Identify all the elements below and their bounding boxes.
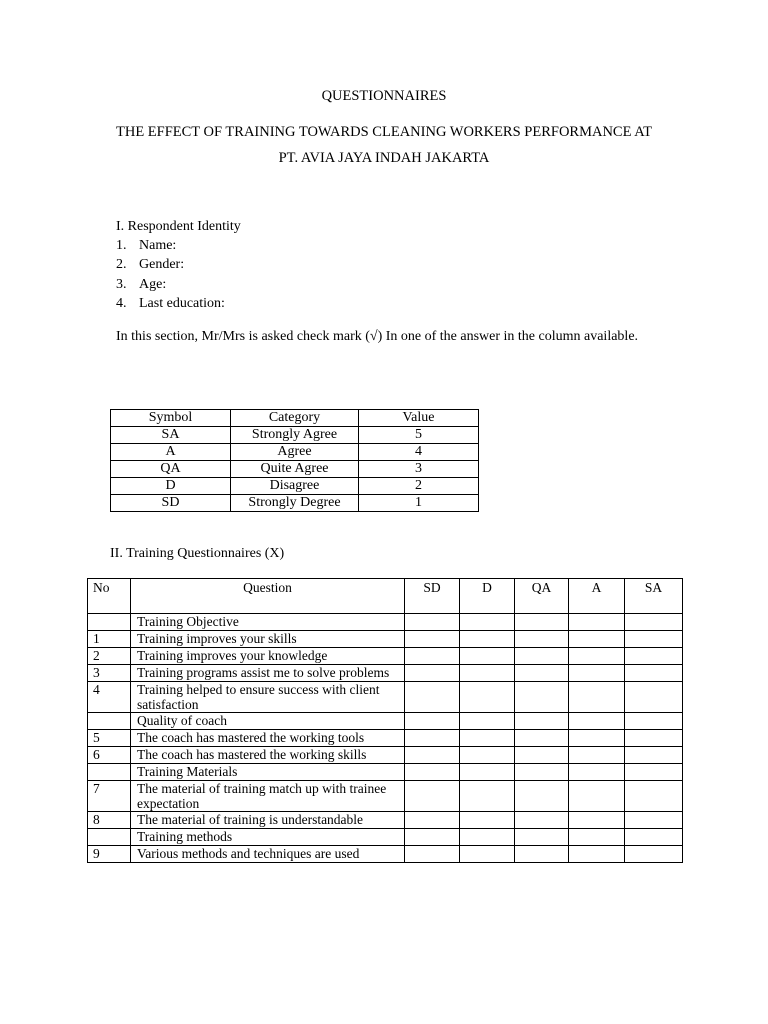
legend-value: 3 <box>359 461 479 478</box>
scale-legend-table <box>110 409 479 512</box>
question-text: Training improves your skills <box>131 631 405 648</box>
answer-cell-sa[interactable] <box>625 846 683 863</box>
legend-category: Quite Agree <box>231 461 359 478</box>
legend-row <box>111 444 479 461</box>
answer-cell-a <box>569 829 625 846</box>
answer-cell-qa[interactable] <box>515 631 569 648</box>
answer-cell-d[interactable] <box>460 665 515 682</box>
answer-cell-d[interactable] <box>460 812 515 829</box>
answer-cell-sa <box>625 713 683 730</box>
legend-category: Disagree <box>231 478 359 495</box>
question-number: 5 <box>88 730 131 747</box>
legend-symbol: SA <box>111 427 231 444</box>
legend-category: Strongly Degree <box>231 495 359 512</box>
legend-value: 1 <box>359 495 479 512</box>
answer-cell-sa[interactable] <box>625 781 683 812</box>
document-title-line-1: THE EFFECT OF TRAINING TOWARDS CLEANING WORKERS PERFORMANCE AT <box>115 124 653 140</box>
question-number <box>88 614 131 631</box>
question-text: Training improves your knowledge <box>131 648 405 665</box>
identity-item-name <box>116 238 176 254</box>
section-row <box>88 764 683 781</box>
answer-cell-sd[interactable] <box>405 781 460 812</box>
legend-value: 5 <box>359 427 479 444</box>
legend-symbol: D <box>111 478 231 495</box>
legend-value: 2 <box>359 478 479 495</box>
identity-item-label: Name: <box>139 238 177 253</box>
questions-table-body <box>88 614 683 863</box>
answer-cell-d[interactable] <box>460 846 515 863</box>
answer-cell-a[interactable] <box>569 648 625 665</box>
question-text: The material of training is understandable <box>131 812 405 829</box>
answer-cell-sa <box>625 829 683 846</box>
answer-cell-d <box>460 614 515 631</box>
answer-cell-qa <box>515 614 569 631</box>
answer-cell-d <box>460 713 515 730</box>
header-sa: SA <box>625 579 683 614</box>
question-row <box>88 665 683 682</box>
training-questions-table <box>87 578 683 863</box>
question-number: 7 <box>88 781 131 812</box>
legend-header-category: Category <box>231 410 359 427</box>
answer-cell-sd <box>405 713 460 730</box>
question-number <box>88 764 131 781</box>
section-title: Quality of coach <box>131 713 405 730</box>
legend-header-row <box>111 410 479 427</box>
answer-cell-qa <box>515 713 569 730</box>
answer-cell-d[interactable] <box>460 682 515 713</box>
answer-cell-sa[interactable] <box>625 812 683 829</box>
legend-header-value: Value <box>359 410 479 427</box>
document-title-line-2: PT. AVIA JAYA INDAH JAKARTA <box>278 150 490 166</box>
question-row <box>88 747 683 764</box>
question-row <box>88 682 683 713</box>
question-row <box>88 812 683 829</box>
answer-cell-qa[interactable] <box>515 682 569 713</box>
answer-cell-sd[interactable] <box>405 631 460 648</box>
answer-cell-sa[interactable] <box>625 631 683 648</box>
answer-cell-qa[interactable] <box>515 730 569 747</box>
answer-cell-sd <box>405 614 460 631</box>
identity-item-education <box>116 296 225 312</box>
question-number: 9 <box>88 846 131 863</box>
answer-cell-a <box>569 764 625 781</box>
header-qa: QA <box>515 579 569 614</box>
legend-value: 4 <box>359 444 479 461</box>
legend-category: Agree <box>231 444 359 461</box>
answer-cell-d <box>460 764 515 781</box>
respondent-identity-heading: I. Respondent Identity <box>116 219 241 234</box>
answer-cell-a[interactable] <box>569 781 625 812</box>
questionnaire-heading: QUESTIONNAIRES <box>321 88 447 104</box>
answer-cell-a[interactable] <box>569 747 625 764</box>
answer-cell-sa[interactable] <box>625 648 683 665</box>
questions-header-row <box>88 579 683 614</box>
answer-cell-d[interactable] <box>460 747 515 764</box>
question-text: The coach has mastered the working tools <box>131 730 405 747</box>
answer-cell-sd[interactable] <box>405 648 460 665</box>
legend-row <box>111 478 479 495</box>
answer-cell-a[interactable] <box>569 682 625 713</box>
question-number: 1 <box>88 631 131 648</box>
legend-row <box>111 461 479 478</box>
legend-category: Strongly Agree <box>231 427 359 444</box>
question-number: 6 <box>88 747 131 764</box>
question-number: 4 <box>88 682 131 713</box>
legend-symbol: SD <box>111 495 231 512</box>
answer-cell-qa[interactable] <box>515 648 569 665</box>
section-row <box>88 614 683 631</box>
identity-item-age <box>116 277 166 293</box>
answer-cell-sd[interactable] <box>405 747 460 764</box>
answer-cell-d <box>460 829 515 846</box>
question-number: 8 <box>88 812 131 829</box>
answer-cell-sd[interactable] <box>405 812 460 829</box>
question-row <box>88 846 683 863</box>
question-row <box>88 730 683 747</box>
answer-cell-a <box>569 614 625 631</box>
answer-cell-qa[interactable] <box>515 781 569 812</box>
identity-item-label: Age: <box>139 277 167 292</box>
answer-cell-sd[interactable] <box>405 682 460 713</box>
answer-cell-d[interactable] <box>460 648 515 665</box>
legend-row <box>111 427 479 444</box>
identity-item-number: 2. <box>116 257 127 272</box>
question-number <box>88 829 131 846</box>
answer-cell-qa[interactable] <box>515 812 569 829</box>
header-a: A <box>569 579 625 614</box>
identity-item-number: 1. <box>116 238 127 253</box>
header-d: D <box>460 579 515 614</box>
answer-cell-qa[interactable] <box>515 665 569 682</box>
legend-symbol: QA <box>111 461 231 478</box>
answer-cell-d[interactable] <box>460 631 515 648</box>
answer-cell-a[interactable] <box>569 846 625 863</box>
header-question: Question <box>131 579 405 614</box>
question-text: Various methods and techniques are used <box>131 846 405 863</box>
identity-item-label: Last education: <box>139 296 225 311</box>
answer-cell-qa[interactable] <box>515 747 569 764</box>
question-row <box>88 648 683 665</box>
header-sd: SD <box>405 579 460 614</box>
training-questionnaire-heading: II. Training Questionnaires (X) <box>110 546 285 561</box>
answer-cell-sa[interactable] <box>625 730 683 747</box>
identity-item-number: 3. <box>116 277 127 292</box>
answer-cell-sd[interactable] <box>405 846 460 863</box>
header-no: No <box>88 579 131 614</box>
identity-item-gender <box>116 257 184 273</box>
answer-cell-qa <box>515 829 569 846</box>
answer-cell-sd[interactable] <box>405 730 460 747</box>
question-number <box>88 713 131 730</box>
question-text: Training helped to ensure success with client satisfaction <box>131 682 405 713</box>
answer-cell-a <box>569 713 625 730</box>
answer-cell-sa[interactable] <box>625 682 683 713</box>
answer-cell-qa <box>515 764 569 781</box>
answer-cell-a[interactable] <box>569 631 625 648</box>
answer-cell-a[interactable] <box>569 812 625 829</box>
section-row <box>88 829 683 846</box>
identity-item-number: 4. <box>116 296 127 311</box>
question-number: 2 <box>88 648 131 665</box>
answer-cell-sd <box>405 829 460 846</box>
answer-cell-qa[interactable] <box>515 846 569 863</box>
legend-symbol: A <box>111 444 231 461</box>
instruction-text: In this section, Mr/Mrs is asked check mark (√) In one of the answer in the column available. <box>116 329 639 344</box>
answer-cell-d[interactable] <box>460 781 515 812</box>
answer-cell-a[interactable] <box>569 730 625 747</box>
question-text: The coach has mastered the working skills <box>131 747 405 764</box>
answer-cell-sa[interactable] <box>625 665 683 682</box>
question-text: The material of training match up with trainee expectation <box>131 781 405 812</box>
answer-cell-a[interactable] <box>569 665 625 682</box>
question-row <box>88 781 683 812</box>
legend-row <box>111 495 479 512</box>
answer-cell-sd <box>405 764 460 781</box>
answer-cell-sa <box>625 764 683 781</box>
question-text: Training programs assist me to solve problems <box>131 665 405 682</box>
question-number: 3 <box>88 665 131 682</box>
answer-cell-sa <box>625 614 683 631</box>
identity-item-label: Gender: <box>139 257 185 272</box>
question-row <box>88 631 683 648</box>
section-title: Training Objective <box>131 614 405 631</box>
section-title: Training Materials <box>131 764 405 781</box>
answer-cell-sd[interactable] <box>405 665 460 682</box>
section-row <box>88 713 683 730</box>
section-title: Training methods <box>131 829 405 846</box>
legend-header-symbol: Symbol <box>111 410 231 427</box>
answer-cell-d[interactable] <box>460 730 515 747</box>
answer-cell-sa[interactable] <box>625 747 683 764</box>
